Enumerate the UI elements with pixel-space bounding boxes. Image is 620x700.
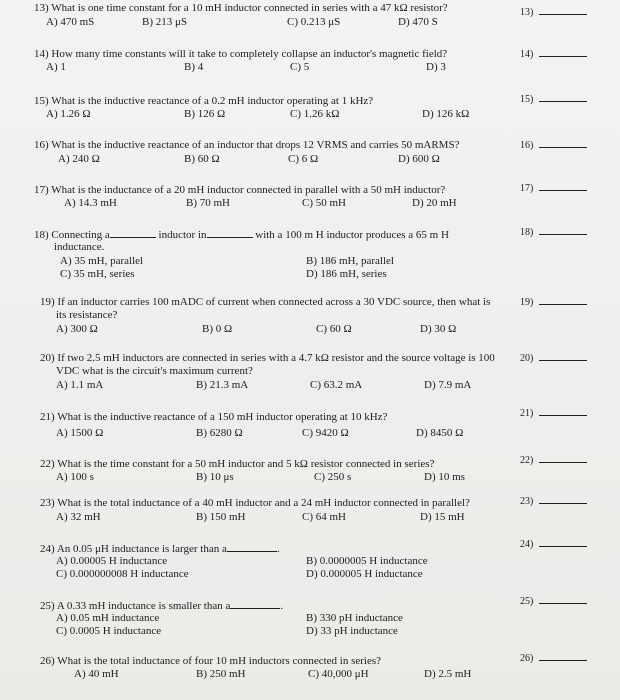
option-c[interactable]: C) 9420 Ω (302, 427, 349, 439)
option-d[interactable]: D) 126 kΩ (422, 108, 470, 120)
question-text: What is the inductive reactance of a 150 mH inductor operating at 10 kHz? (57, 411, 388, 423)
answer-blank-22[interactable]: 22) (520, 454, 587, 466)
inline-blank[interactable] (230, 599, 280, 609)
option-c[interactable]: C) 60 Ω (316, 323, 352, 335)
question-text-continued: VDC what is the circuit's maximum current? (56, 365, 253, 377)
option-b[interactable]: B) 6280 Ω (196, 427, 243, 439)
answer-blank-16[interactable]: 16) (520, 139, 587, 151)
option-c[interactable]: C) 64 mH (302, 511, 346, 523)
option-d[interactable]: D) 2.5 mH (424, 668, 472, 680)
option-b[interactable]: B) 250 mH (196, 668, 246, 680)
question-15 (34, 95, 514, 125)
option-c[interactable]: C) 0.000000008 H inductance (56, 568, 189, 580)
question-text: What is one time constant for a 10 mH inductor connected in series with a 47 kΩ resistor? (51, 2, 448, 14)
option-d[interactable]: D) 30 Ω (420, 323, 457, 335)
option-a[interactable]: A) 1.26 Ω (46, 108, 91, 120)
option-d[interactable]: D) 0.000005 H inductance (306, 568, 423, 580)
option-c[interactable]: C) 0.0005 H inductance (56, 625, 162, 637)
answer-blank-18[interactable]: 18) (520, 226, 587, 238)
question-text: What is the inductive reactance of an inductor that drops 12 VRMS and carries 50 mARMS? (51, 139, 460, 151)
option-a[interactable]: A) 0.00005 H inductance (56, 555, 168, 567)
question-13 (34, 2, 514, 32)
option-d[interactable]: D) 8450 Ω (416, 427, 464, 439)
answer-blank-23[interactable]: 23) (520, 495, 587, 507)
question-text: What is the inductive reactance of a 0.2 mH inductor operating at 1 kHz? (51, 95, 374, 107)
question-18: 18) Connecting a inductor in with a 100 m H inductor produces a 65 m H inductance. A) 35 mH, parallel B) 186 mH, parallel C) 35 mH, series D) 186 mH, series (34, 229, 449, 280)
option-a[interactable]: A) 240 Ω (58, 153, 100, 165)
option-d[interactable]: D) 15 mH (420, 511, 465, 523)
question-19 (40, 296, 520, 340)
question-number: 13) (34, 2, 49, 14)
option-d[interactable]: D) 7.9 mA (424, 379, 472, 391)
option-a[interactable]: A) 470 mS (46, 16, 95, 28)
option-b[interactable]: B) 186 mH, parallel (306, 255, 394, 267)
question-25: 25) A 0.33 mH inductance is smaller than a . A) 0.05 mH inductance B) 330 pH inductance C) 0.0005 H inductance D) 33 pH inductance (40, 600, 403, 637)
question-text: A 0.33 mH inductance is smaller than a (56, 600, 231, 612)
option-b[interactable]: B) 60 Ω (184, 153, 220, 165)
option-c[interactable]: C) 35 mH, series (60, 268, 135, 280)
option-a[interactable]: A) 300 Ω (56, 323, 98, 335)
question-20 (40, 352, 520, 396)
option-a[interactable]: A) 1 (46, 61, 66, 73)
answer-blank-17[interactable]: 17) (520, 182, 587, 194)
option-a[interactable]: A) 0.05 mH inductance (56, 612, 160, 624)
option-d[interactable]: D) 20 mH (412, 197, 457, 209)
question-text-continued: inductance. (54, 241, 105, 253)
inline-blank[interactable] (227, 542, 277, 552)
question-number: 23) (40, 497, 55, 509)
answer-blank-21[interactable]: 21) (520, 407, 587, 419)
question-text: What is the total inductance of a 40 mH inductor and a 24 mH inductor connected in parallel? (57, 497, 470, 509)
option-c[interactable]: C) 50 mH (302, 197, 346, 209)
option-a[interactable]: A) 35 mH, parallel (60, 255, 144, 267)
option-a[interactable]: A) 1500 Ω (56, 427, 104, 439)
question-text: What is the time constant for a 50 mH inductor and 5 kΩ resistor connected in series? (57, 458, 435, 470)
question-text-continued: its resistance? (56, 309, 118, 321)
question-text: How many time constants will it take to completely collapse an inductor's magnetic field? (51, 48, 448, 60)
option-d[interactable]: D) 600 Ω (398, 153, 440, 165)
question-number: 17) (34, 184, 49, 196)
question-number: 24) (40, 543, 55, 555)
answer-blank-25[interactable]: 25) (520, 595, 587, 607)
option-c[interactable]: C) 1.26 kΩ (290, 108, 340, 120)
option-b[interactable]: B) 70 mH (186, 197, 230, 209)
question-16 (34, 139, 514, 169)
answer-blank-26[interactable]: 26) (520, 652, 587, 664)
option-c[interactable]: C) 40,000 μH (308, 668, 369, 680)
option-b[interactable]: B) 10 μs (196, 471, 234, 483)
question-number: 21) (40, 411, 55, 423)
question-number: 25) (40, 600, 55, 612)
question-number: 14) (34, 48, 49, 60)
question-number: 26) (40, 655, 55, 667)
option-d[interactable]: D) 3 (426, 61, 446, 73)
question-17 (34, 184, 514, 214)
option-d[interactable]: D) 186 mH, series (306, 268, 387, 280)
question-26 (40, 655, 520, 685)
question-24: 24) An 0.05 μH inductance is larger than a . A) 0.00005 H inductance B) 0.0000005 H inductance C) 0.000000008 H inductance D) 0.000005 H inductance (40, 543, 428, 580)
option-d[interactable]: D) 470 S (398, 16, 438, 28)
question-number: 18) (34, 229, 49, 241)
answer-blank-13[interactable]: 13) (520, 6, 587, 18)
inline-blank[interactable] (110, 228, 156, 238)
option-b[interactable]: B) 4 (184, 61, 204, 73)
option-a[interactable]: A) 40 mH (74, 668, 119, 680)
option-b[interactable]: B) 21.3 mA (196, 379, 249, 391)
option-c[interactable]: C) 0.213 μS (287, 16, 341, 28)
option-d[interactable]: D) 10 ms (424, 471, 465, 483)
inline-blank[interactable] (207, 228, 253, 238)
option-c[interactable]: C) 5 (290, 61, 310, 73)
question-number: 16) (34, 139, 49, 151)
question-text: An 0.05 μH inductance is larger than a (56, 543, 227, 555)
option-d[interactable]: D) 33 pH inductance (306, 625, 398, 637)
question-22 (40, 458, 520, 488)
option-b[interactable]: B) 126 Ω (184, 108, 226, 120)
option-b[interactable]: B) 213 μS (142, 16, 188, 28)
answer-blank-24[interactable]: 24) (520, 538, 587, 550)
question-text: What is the total inductance of four 10 mH inductors connected in series? (57, 655, 382, 667)
option-c[interactable]: C) 250 s (314, 471, 352, 483)
answer-blank-19[interactable]: 19) (520, 296, 587, 308)
option-c[interactable]: C) 6 Ω (288, 153, 319, 165)
option-b[interactable]: B) 0.0000005 H inductance (306, 555, 428, 567)
question-number: 19) (40, 296, 55, 308)
question-text: What is the inductance of a 20 mH inductor connected in parallel with a 50 mH inductor? (51, 184, 446, 196)
question-14 (34, 48, 514, 78)
option-b[interactable]: B) 0 Ω (202, 323, 233, 335)
answer-blank-15[interactable]: 15) (520, 93, 587, 105)
question-text: If two 2.5 mH inductors are connected in series with a 4.7 kΩ resistor and the source voltage is 100 (57, 352, 495, 364)
question-number: 20) (40, 352, 55, 364)
question-23 (40, 497, 520, 527)
option-b[interactable]: B) 330 pH inductance (306, 612, 403, 624)
option-a[interactable]: A) 32 mH (56, 511, 101, 523)
answer-blank-14[interactable]: 14) (520, 48, 587, 60)
answer-blank-20[interactable]: 20) (520, 352, 587, 364)
question-21 (40, 411, 520, 441)
option-c[interactable]: C) 63.2 mA (310, 379, 363, 391)
question-number: 22) (40, 458, 55, 470)
option-b[interactable]: B) 150 mH (196, 511, 246, 523)
option-a[interactable]: A) 100 s (56, 471, 94, 483)
question-text: If an inductor carries 100 mADC of current when connected across a 30 VDC source, then what is (57, 296, 491, 308)
question-number: 15) (34, 95, 49, 107)
option-a[interactable]: A) 14.3 mH (64, 197, 117, 209)
option-a[interactable]: A) 1.1 mA (56, 379, 104, 391)
